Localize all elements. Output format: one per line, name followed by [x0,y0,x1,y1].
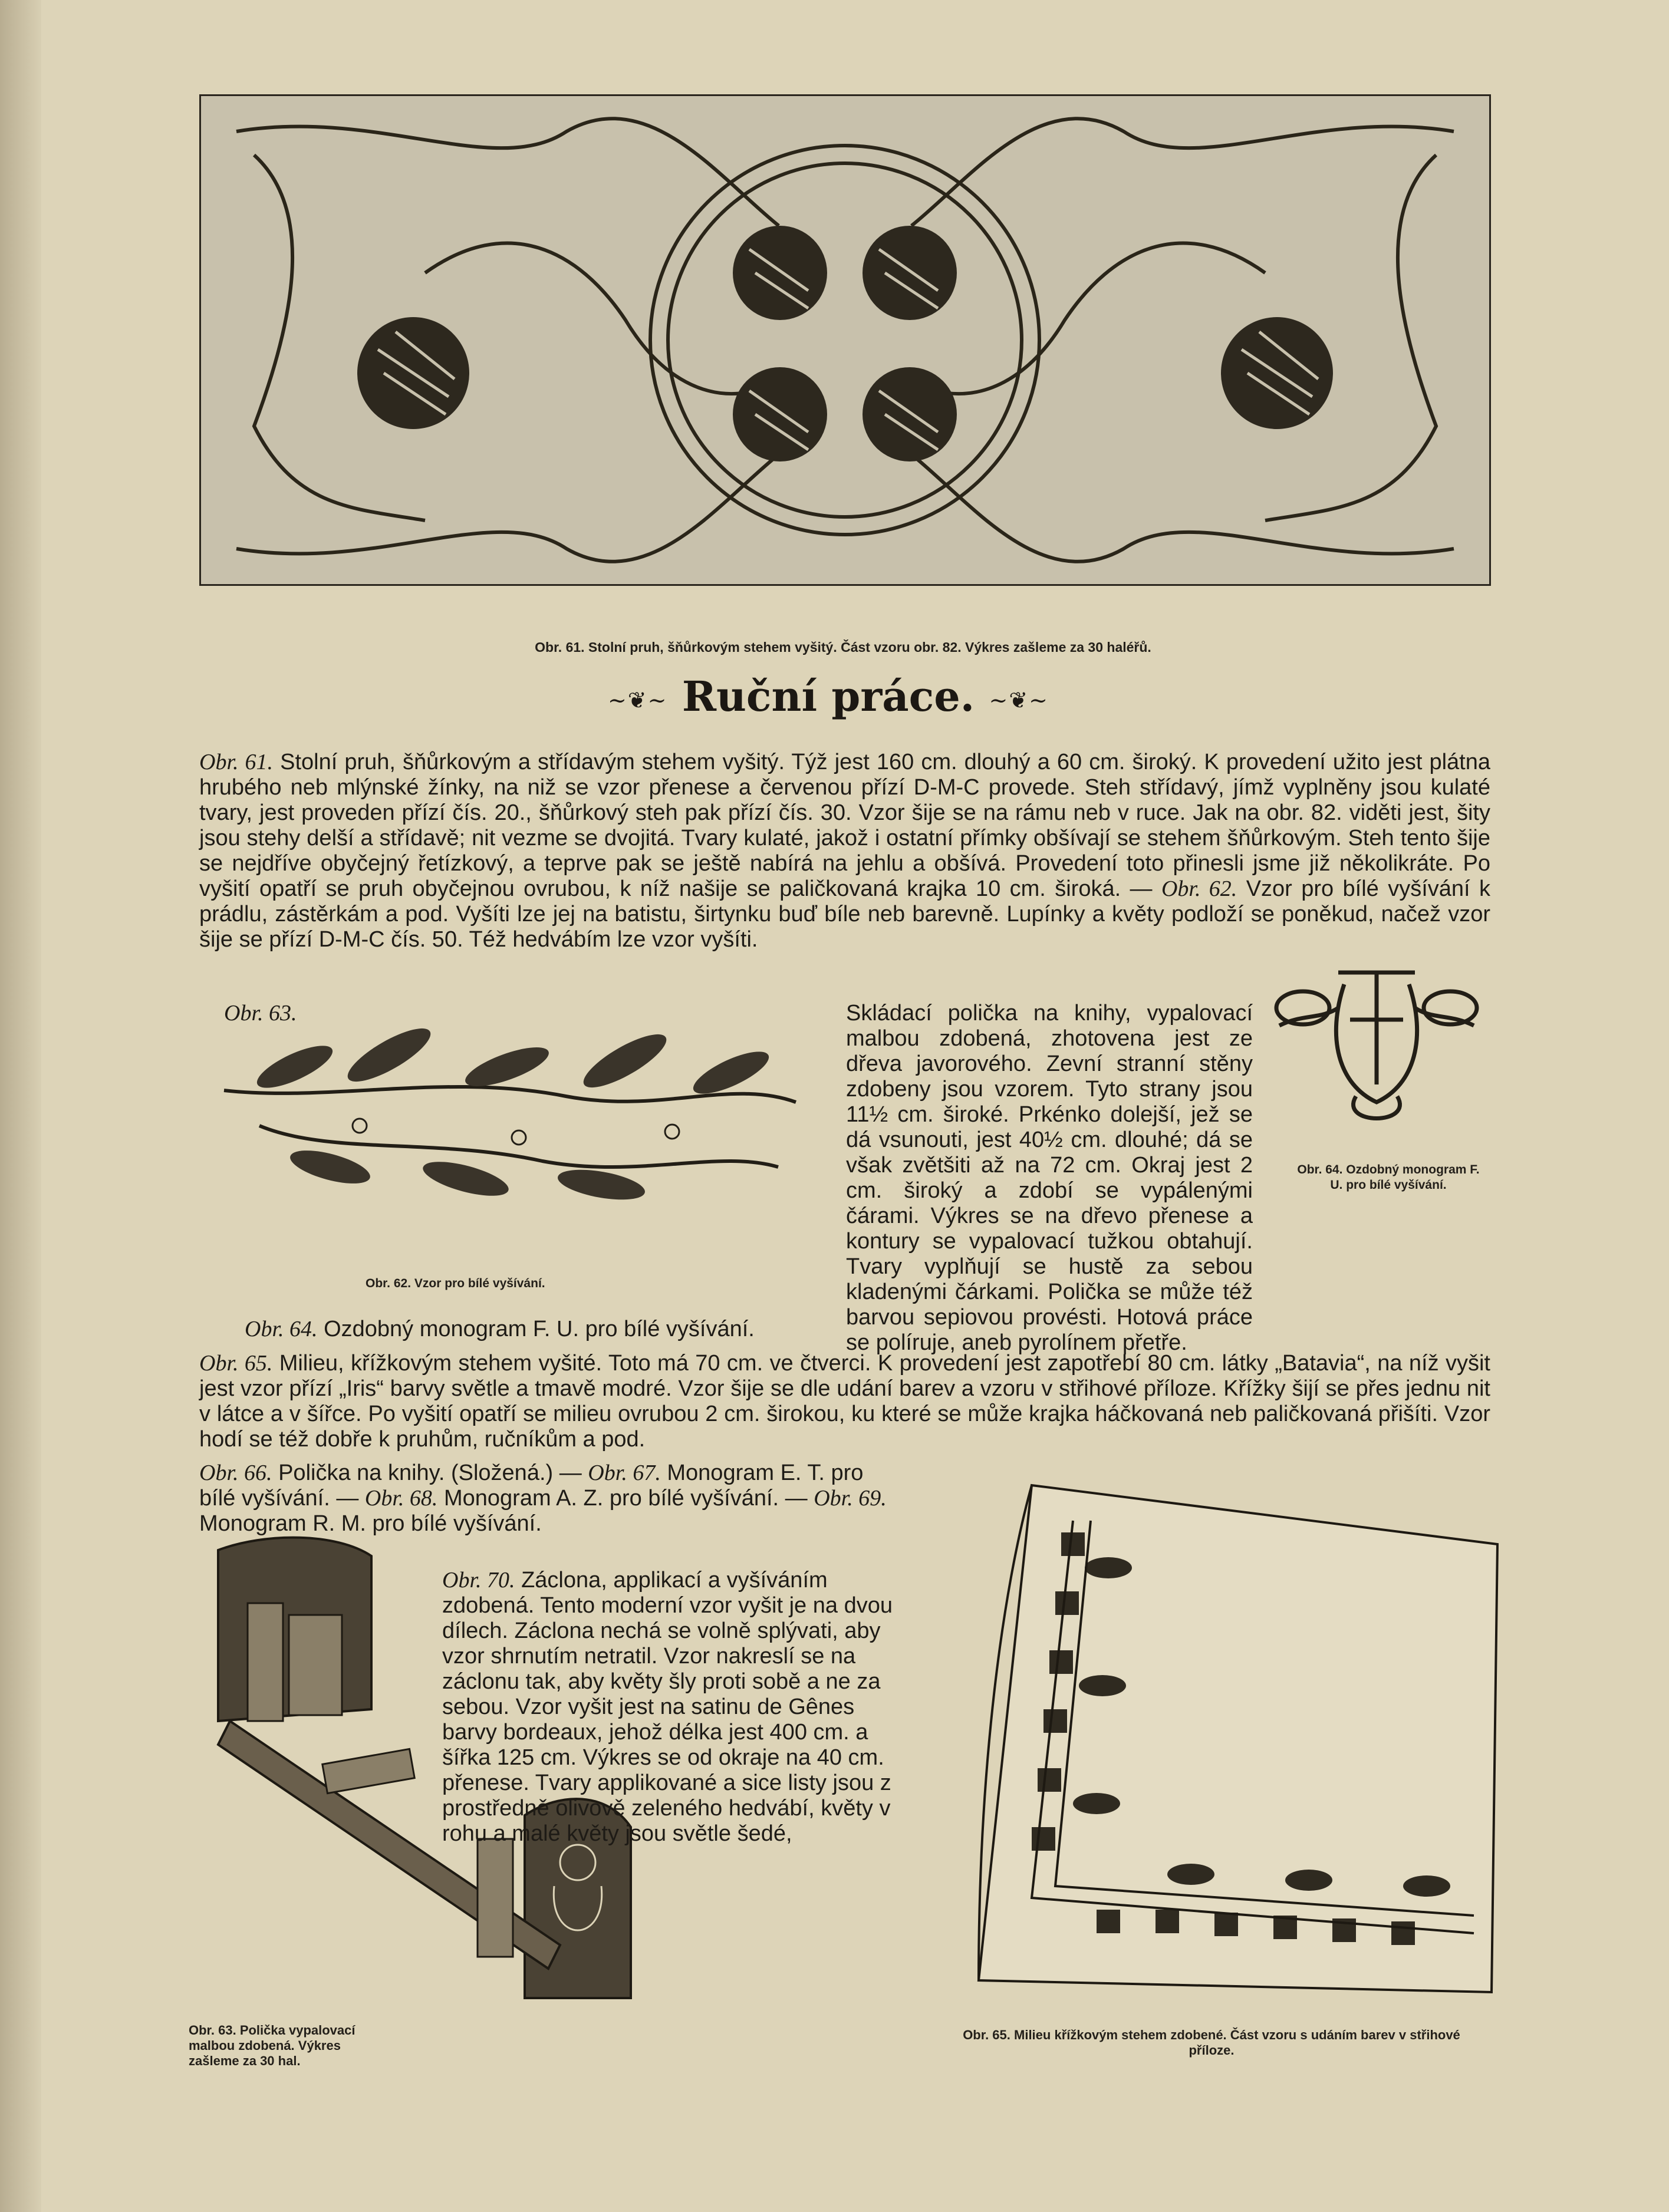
text-obr-66: Polička na knihy. (Složená.) — [272,1461,582,1485]
mistletoe-pattern-illustration [212,1020,802,1220]
text-obr-67: Monogram E. T. pro bílé vyšívání. — [199,1461,864,1511]
paragraph-obr-63 [846,1001,1253,1356]
paragraph-obr-64 [245,1317,1483,1342]
ref-obr-64: Obr. 64. [245,1317,318,1341]
ref-obr-66: Obr. 66. [199,1461,272,1485]
ref-obr-67: Obr. 67. [588,1461,661,1485]
figure-64-caption: Obr. 64. Ozdobný monogram F. U. pro bílé vyšívání. [1297,1163,1480,1192]
page-binding-edge [0,0,41,2212]
ref-obr-61: Obr. 61. [199,750,274,774]
text-obr-64: Ozdobný monogram F. U. pro bílé vyšívání. [317,1317,755,1341]
paragraph-obr-61-62 [199,750,1490,952]
figure-61-caption: Obr. 61. Stolní pruh, šňůrkovým stehem vyšitý. Část vzoru obr. 82. Výkres zašleme za 30 haléřů. [535,639,1151,655]
figure-62-caption: Obr. 62. Vzor pro bílé vyšívání. [366,1277,545,1290]
ref-obr-68: Obr. 68. [364,1486,438,1511]
text-obr-68: Monogram A. Z. pro bílé vyšívání. — [437,1486,808,1511]
ref-obr-65: Obr. 65. [199,1351,273,1376]
figure-62-white-embroidery [212,1020,802,1220]
ref-obr-69: Obr. 69. [814,1486,887,1511]
text-obr-69: Monogram R. M. pro bílé vyšívání. [199,1511,542,1536]
figure-65-caption: Obr. 65. Milieu křížkovým stehem zdobené. Část vzoru s udáním barev v střihové příloze. [963,2028,1460,2058]
ref-obr-62: Obr. 62. [1161,876,1237,901]
cross-stitch-milieu-illustration [943,1473,1503,2016]
paragraph-obr-70 [442,1568,908,1847]
heading-title-text: Ruční práce. [682,672,975,721]
page-title [519,672,1138,721]
text-obr-61: Stolní pruh, šňůrkovým a střídavým stehem vyšitý. Týž jest 160 cm. dlouhý a 60 cm. široký. K provedení užito jest plátna hrubého neb mlýnské žínky, na niž se vzor přenese a červenou přízí D-M-C provede. Steh střídavý, jímž vyplněny jsou kulaté tvary, jest proveden přízí čís. 20., šňůrkový steh pak přízí čís. 30. Vzor šije se na rámu neb v ruce. Jak na obr. 82. viděti jest, šity jsou stehy delší a střídavě; nit vezme se dvojitá. Tvary kulaté, jakož i ostatní přímky obšívají se stehem šňůrkovým. Steh tento šije se nejdříve obyčejný řetízkový, a teprve pak se ještě nabírá na jehlu a obšívá. Provedení toto přinesli jsme již několikráte. Po vyšití opatří se pruh obyčejnou ovrubou, k níž našije se paličkovaná krajka 10 cm. široká. — [199,750,1490,901]
heading-ornament-right: ~❦~ [989,687,1049,713]
heading-ornament-left: ~❦~ [607,687,668,713]
ref-obr-63: Obr. 63. [224,1001,297,1026]
figure-65-milieu [943,1473,1503,2016]
paragraph-obr-66-69 [199,1461,904,1537]
text-obr-62: Vzor pro bílé vyšívání k prádlu, zástěrkám a pod. Vyšíti lze jej na batistu, širtynku buď bíle neb barevně. Lupínky a květy podloží se poněkud, načež vzor šije se přízí D-M-C čís. 50. Též hedvábím lze vzor vyšíti. [199,876,1490,952]
figure-63-caption: Obr. 63. Polička vypalovací malbou zdobená. Výkres zašleme za 30 hal. [189,2023,355,2068]
figure-61-embroidery-strip [199,94,1491,586]
art-nouveau-strip-illustration [201,96,1489,584]
text-obr-70: Záclona, applikací a vyšíváním zdobená. Tento moderní vzor vyšit je na dvou dílech. Záclona nechá se volně splývati, aby vzor shrnutím netratil. Vzor nakreslí se na záclonu tak, aby květy šly proti sobě a ne za sebou. Vzor vyšit jest na satinu de Gênes barvy bordeaux, jehož délka jest 400 cm. a šířka 125 cm. Výkres se od okraje na 40 cm. přenese. Tvary applikované a sice listy jsou z prostředně olivově zeleného hedvábí, květy v rohu a malé květy jsou světle šedé, [442,1568,893,1846]
monogram-fu-illustration [1268,949,1486,1143]
figure-64-monogram [1268,949,1486,1143]
paragraph-obr-65 [199,1351,1490,1452]
text-obr-63: Skládací polička na knihy, vypalovací malbou zdobená, zhotovena jest ze dřeva javorového. Zevní stranní stěny zdobeny jsou vzorem. Tyto strany jsou 11½ cm. široké. Prkénko dolejší, jež se dá vsunouti, jest 40½ cm. dlouhé; dá se však zvětšiti až na 72 cm. Okraj jest 2 cm. široký a zdobí se vypálenými čárami. Výkres se na dřevo přenese a kontury se vypalovací tužkou obtahují. Tvary vyplňují se hustě za sebou kladenými čárkami. Polička se může též barvou sepiovou provésti. Hotová práce se políruje, aneb pyrolínem přetře. [846,1001,1253,1355]
text-obr-65: Milieu, křížkovým stehem vyšité. Toto má 70 cm. ve čtverci. K provedení jest zapotřebí 80 cm. látky „Batavia“, na níž vyšit jest vzor přízí „Iris“ barvy světle a tmavě modré. Vzor šije se dle udání barev a vzoru v střihové příloze. Křížky šijí se přes jednu nit v látce a v šířce. Po vyšití opatří se milieu ovrubou 2 cm. širokou, ku které se může krajka háčkovaná neb paličkovaná přišíti. Vzor hodí se též dobře k pruhům, ručníkům a pod. [199,1351,1490,1452]
ref-obr-70: Obr. 70. [442,1568,515,1593]
